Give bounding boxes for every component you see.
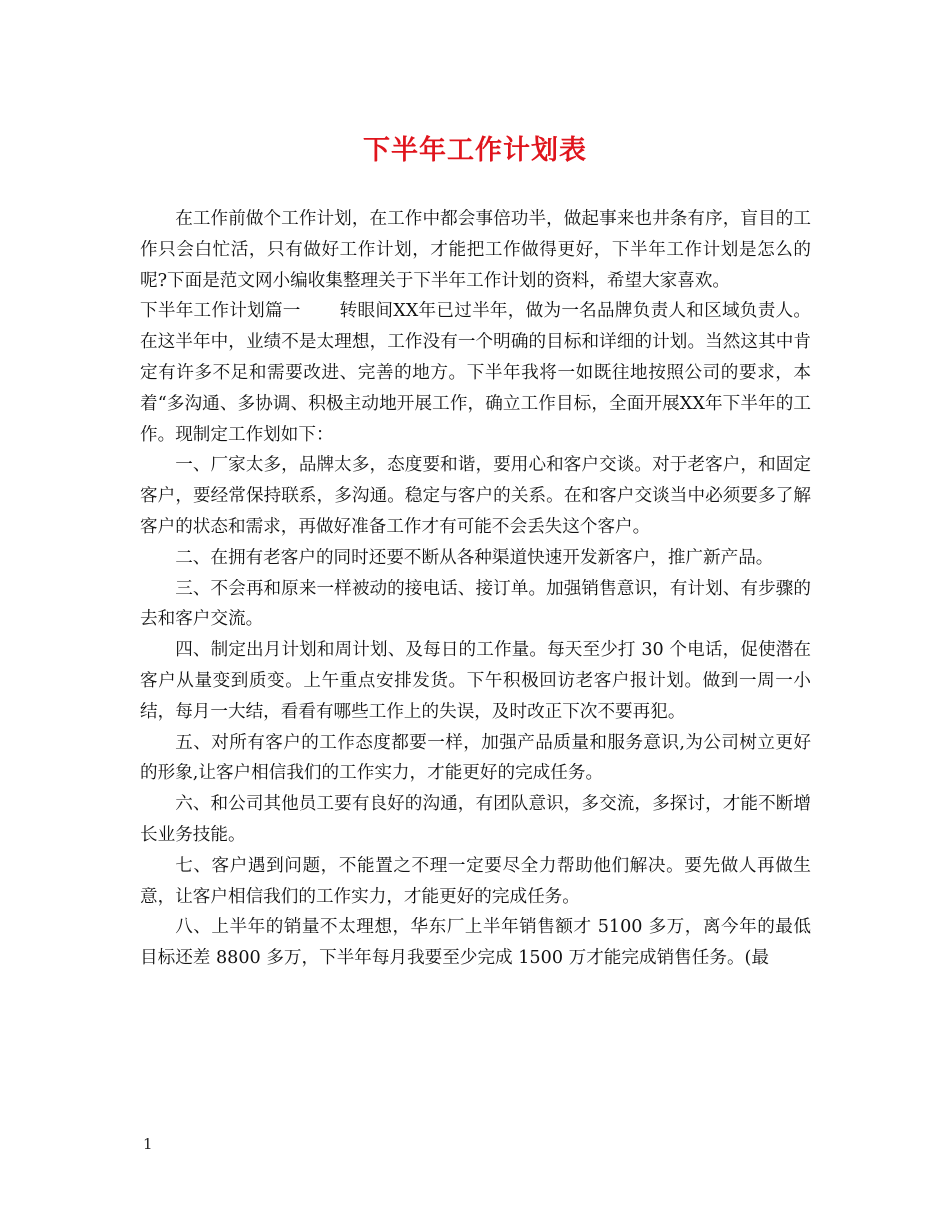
plan-item-1: 一、厂家太多，品牌太多，态度要和谐，要用心和客户交谈。对于老客户，和固定客户，要经常保持联系，多沟通。稳定与客户的关系。在和客户交谈当中必须要多了解客户的状态和需求，再做好准备工作才有可能不会丢失这个客户。 bbox=[140, 455, 811, 537]
plan-item-5: 五、对所有客户的工作态度都要一样，加强产品质量和服务意识,为公司树立更好的形象,让客户相信我们的工作实力，才能更好的完成任务。 bbox=[140, 732, 811, 784]
plan-item-6: 六、和公司其他员工要有良好的沟通，有团队意识，多交流，多探讨，才能不断增长业务技能。 bbox=[140, 794, 811, 845]
section-paragraph bbox=[140, 296, 811, 450]
plan-item-8: 八、上半年的销量不太理想，华东厂上半年销售额才 5100 多万，离今年的最低目标还差 8800 多万，下半年每月我要至少完成 1500 万才能完成销售任务。(最 bbox=[140, 917, 811, 969]
section-label: 下半年工作计划篇一 bbox=[140, 301, 301, 322]
intro-paragraph: 在工作前做个工作计划，在工作中都会事倍功半，做起事来也井条有序，盲目的工作只会白忙活，只有做好工作计划，才能把工作做得更好，下半年工作计划是怎么的呢?下面是范文网小编收集整理关于下半年工作计划的资料，希望大家喜欢。 bbox=[140, 209, 811, 291]
section-text: 转眼间XX年已过半年，做为一名品牌负责人和区域负责人。在这半年中，业绩不是太理想，工作没有一个明确的目标和详细的计划。当然这其中肯定有许多不足和需要改进、完善的地方。下半年我将一如既往地按照公司的要求，本着“多沟通、多协调、积极主动地开展工作，确立工作目标，全面开展XX年下半年的工作。现制定工作划如下： bbox=[140, 301, 811, 445]
plan-item-7: 七、客户遇到问题，不能置之不理一定要尽全力帮助他们解决。要先做人再做生意，让客户相信我们的工作实力，才能更好的完成任务。 bbox=[140, 855, 811, 907]
document-title: 下半年工作计划表 bbox=[363, 135, 587, 166]
document-body bbox=[140, 204, 811, 974]
page-number: 1 bbox=[143, 1135, 153, 1153]
plan-item-4: 四、制定出月计划和周计划、及每日的工作量。每天至少打 30 个电话，促使潜在客户从量变到质变。上午重点安排发货。下午积极回访老客户报计划。做到一周一小结，每月一大结，看看有哪些工作上的失误，及时改正下次不要再犯。 bbox=[140, 640, 811, 722]
plan-item-3: 三、不会再和原来一样被动的接电话、接订单。加强销售意识，有计划、有步骤的去和客户交流。 bbox=[140, 578, 811, 630]
plan-item-2: 二、在拥有老客户的同时还要不断从各种渠道快速开发新客户，推广新产品。 bbox=[175, 547, 774, 568]
